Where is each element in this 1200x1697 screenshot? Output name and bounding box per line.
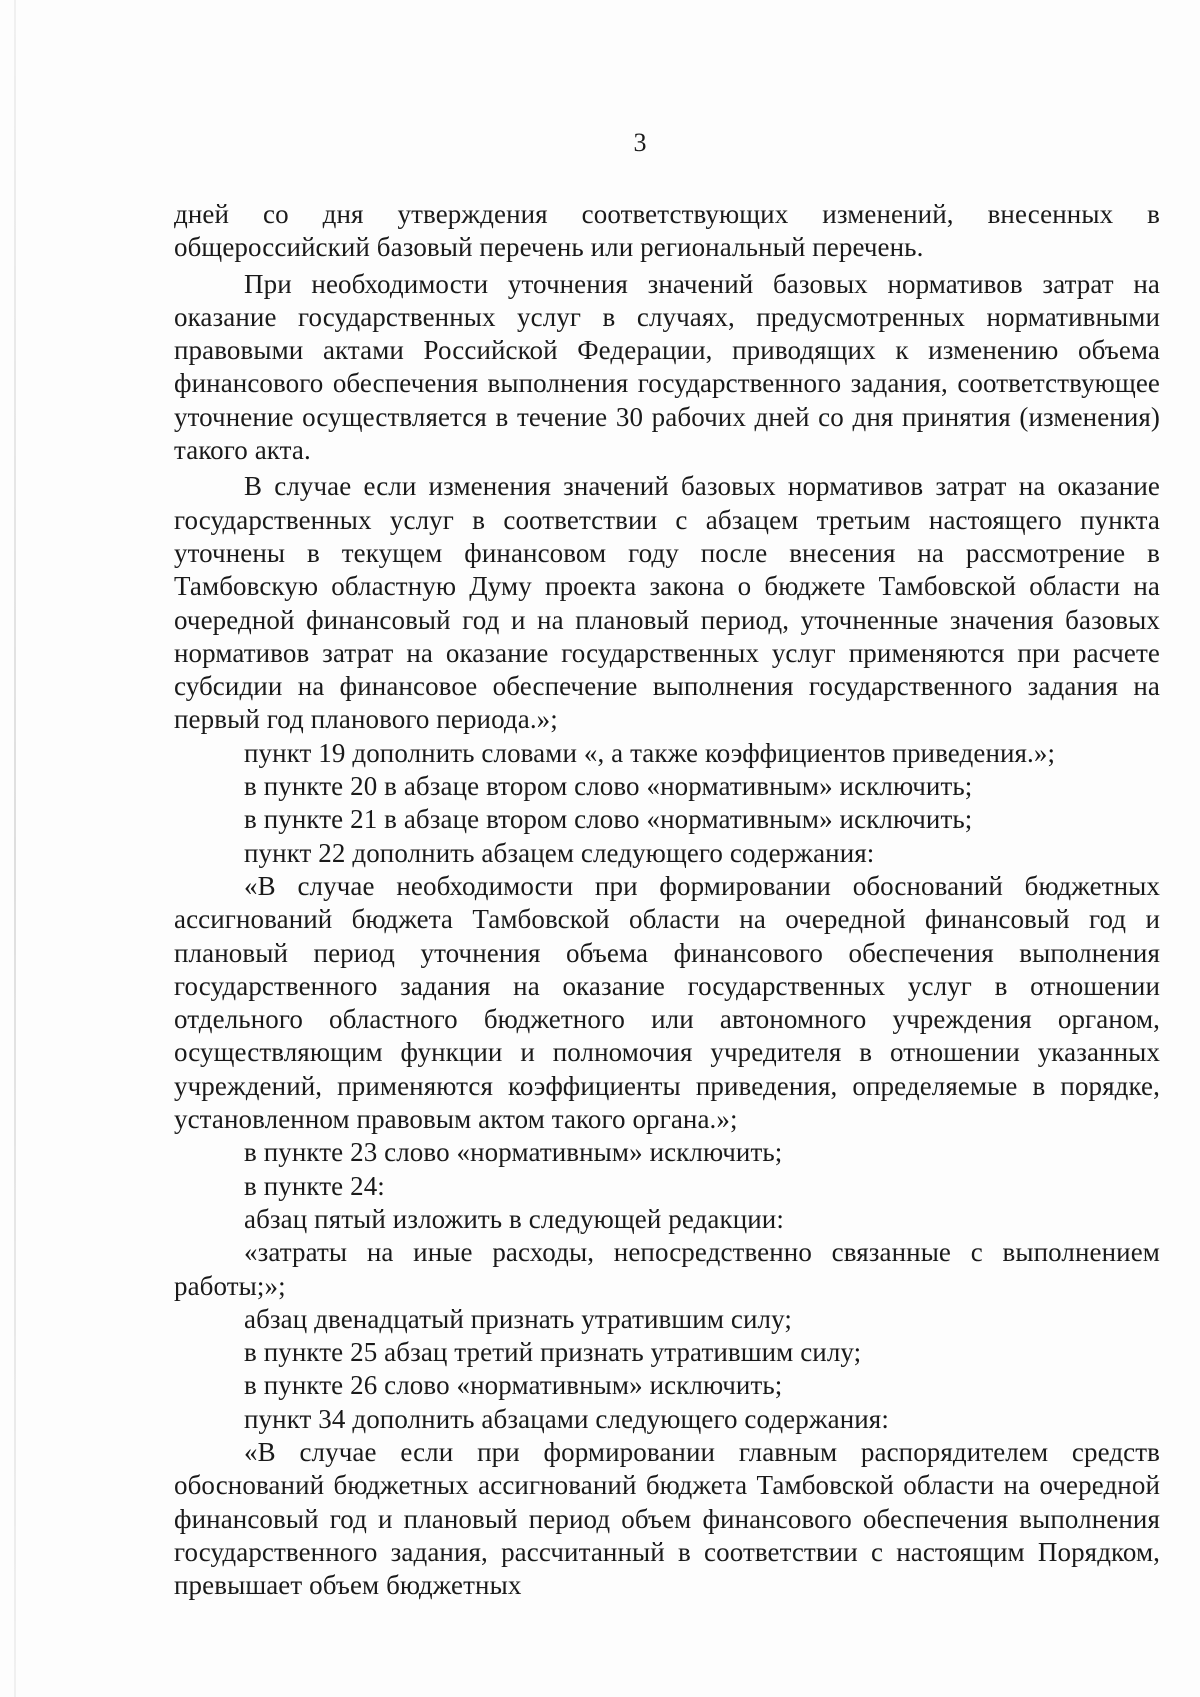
paragraph: В случае если изменения значений базовых нормативов затрат на оказание государственных услуг в соответствии с абзацем третьим настоящего пункта уточнены в текущем финансовом году после внесения на рассмотрение в Тамбовскую областную Думу проекта закона о бюджете Тамбовской области на очередной финансовый год и на плановый период, уточненные значения базовых нормативов затрат на оказание государственных услуг применяются при расчете субсидии на финансовое обеспечение выполнения государственного задания на первый год планового периода.»;: [174, 471, 1160, 735]
paragraph: дней со дня утверждения соответствующих изменений, внесенных в общероссийский базовый перечень или региональный перечень.: [174, 199, 1160, 263]
paragraph: в пункте 20 в абзаце втором слово «нормативным» исключить;: [244, 771, 973, 802]
document-body: [174, 198, 1160, 1602]
paragraph: в пункте 25 абзац третий признать утратившим силу;: [244, 1337, 862, 1368]
page-number: 3: [633, 128, 647, 157]
scan-edge-shadow: [14, 0, 16, 1697]
paragraph: «В случае необходимости при формировании обоснований бюджетных ассигнований бюджета Тамбовской области на очередной финансовый год и плановый период уточнения объема финансового обеспечения выполнения государственного задания на оказание государственных услуг в отношении отдельного областного бюджетного или автономного учреждения органом, осуществляющим функции и полномочия учредителя в отношении указанных учреждений, применяются коэффициенты приведения, определяемые в порядке, установленном правовым актом такого органа.»;: [174, 870, 1160, 1135]
paragraph: в пункте 26 слово «нормативным» исключить;: [244, 1370, 783, 1401]
paragraph: «В случае если при формировании главным распорядителем средств обоснований бюджетных ассигнований бюджета Тамбовской области на очередной финансовый год и плановый период объем финансового обеспечения выполнения государственного задания, рассчитанный в соответствии с настоящим Порядком, превышает объем бюджетных: [174, 1436, 1160, 1601]
paragraph: «затраты на иные расходы, непосредственно связанные с выполнением работы;»;: [174, 1237, 1160, 1301]
paragraph: абзац пятый изложить в следующей редакции:: [244, 1203, 784, 1234]
paragraph: пункт 19 дополнить словами «, а также коэффициентов приведения.»;: [244, 737, 1056, 768]
paragraph: пункт 22 дополнить абзацем следующего содержания:: [244, 837, 875, 868]
paragraph: пункт 34 дополнить абзацами следующего содержания:: [244, 1403, 889, 1434]
paragraph: абзац двенадцатый признать утратившим силу;: [244, 1303, 792, 1334]
paragraph: в пункте 24:: [244, 1170, 385, 1201]
paragraph: в пункте 21 в абзаце втором слово «нормативным» исключить;: [244, 804, 973, 835]
paragraph: При необходимости уточнения значений базовых нормативов затрат на оказание государственных услуг в случаях, предусмотренных нормативными правовыми актами Российской Федерации, приводящих к изменению объема финансового обеспечения выполнения государственного задания, соответствующее уточнение осуществляется в течение 30 рабочих дней со дня принятия (изменения) такого акта.: [174, 268, 1160, 466]
paragraph: в пункте 23 слово «нормативным» исключить;: [244, 1137, 783, 1168]
